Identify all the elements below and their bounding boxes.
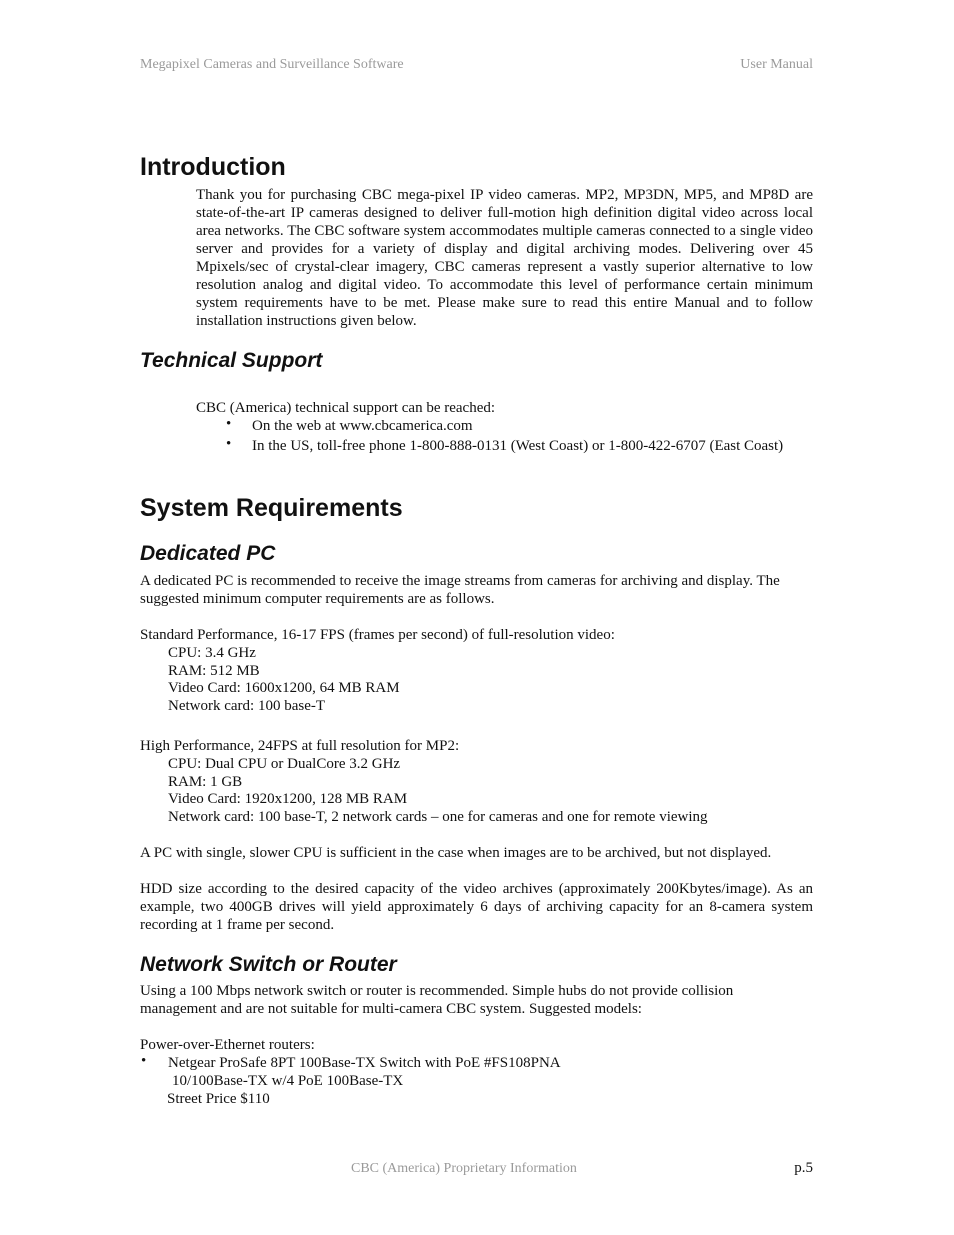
tech-support-bullet-web: On the web at www.cbcamerica.com: [252, 418, 473, 434]
high-perf-title: High Performance, 24FPS at full resolution for MP2:: [140, 738, 460, 754]
tech-support-heading: Technical Support: [140, 349, 323, 372]
note-hdd: HDD size according to the desired capacity of the video archives (approximately 200Kbytes/image). As an example, two 400GB drives will yield approximately 6 days of archiving capacity for an 8-camera system recording at 1 frame per second.: [140, 881, 813, 933]
sys-req-heading: System Requirements: [140, 494, 403, 522]
standard-ram: RAM: 512 MB: [168, 663, 260, 679]
high-network: Network card: 100 base-T, 2 network cards – one for cameras and one for remote viewing: [168, 809, 708, 825]
dedicated-pc-heading: Dedicated PC: [140, 542, 276, 565]
poe-label: Power-over-Ethernet routers:: [140, 1037, 315, 1053]
tech-support-bullet-phone: In the US, toll-free phone 1-800-888-0131 (West Coast) or 1-800-422-6707 (East Coast): [252, 438, 784, 454]
footer-proprietary: CBC (America) Proprietary Information: [351, 1161, 577, 1176]
bullet-icon: •: [226, 416, 232, 432]
dedicated-pc-intro: A dedicated PC is recommended to receive the image streams from cameras for archiving and display. The suggested minimum computer requirements are as follows.: [140, 573, 780, 607]
bullet-icon: •: [226, 436, 232, 452]
high-video: Video Card: 1920x1200, 128 MB RAM: [168, 791, 408, 807]
high-cpu: CPU: Dual CPU or DualCore 3.2 GHz: [168, 756, 401, 772]
high-ram: RAM: 1 GB: [168, 774, 243, 790]
netgear-item-title: Netgear ProSafe 8PT 100Base-TX Switch with PoE #FS108PNA: [168, 1055, 561, 1071]
network-heading: Network Switch or Router: [140, 953, 397, 976]
netgear-item-spec: 10/100Base-TX w/4 PoE 100Base-TX: [172, 1073, 404, 1089]
standard-perf-title: Standard Performance, 16-17 FPS (frames per second) of full-resolution video:: [140, 627, 615, 643]
header-left: Megapixel Cameras and Surveillance Software: [140, 57, 404, 72]
tech-support-lead: CBC (America) technical support can be reached:: [196, 400, 496, 416]
intro-body: Thank you for purchasing CBC mega-pixel IP video cameras. MP2, MP3DN, MP5, and MP8D are state-of-the-art IP cameras designed to deliver full-motion high definition digital video across local area networks. The CBC software system accommodates multiple cameras connected to a single video server and provides for a variety of display and digital archiving modes. Delivering over 45 Mpixels/sec of crystal-clear imagery, CBC cameras represent a vastly superior alternative to low resolution analog and digital video. To accommodate this level of performance certain minimum system requirements have to be met. Please make sure to read this entire Manual and to follow installation instructions given below.: [196, 187, 813, 329]
intro-heading: Introduction: [140, 153, 286, 181]
header-right: User Manual: [740, 57, 813, 72]
bullet-icon: •: [141, 1053, 147, 1069]
standard-cpu: CPU: 3.4 GHz: [168, 645, 256, 661]
standard-network: Network card: 100 base-T: [168, 698, 326, 714]
netgear-item-price: Street Price $110: [167, 1091, 270, 1107]
standard-video: Video Card: 1600x1200, 64 MB RAM: [168, 680, 400, 696]
note-single-cpu: A PC with single, slower CPU is sufficient in the case when images are to be archived, but not displayed.: [140, 845, 772, 861]
page-number: p.5: [794, 1160, 813, 1176]
network-intro: Using a 100 Mbps network switch or router is recommended. Simple hubs do not provide collision management and are not suitable for multi-camera CBC system. Suggested models:: [140, 983, 734, 1017]
